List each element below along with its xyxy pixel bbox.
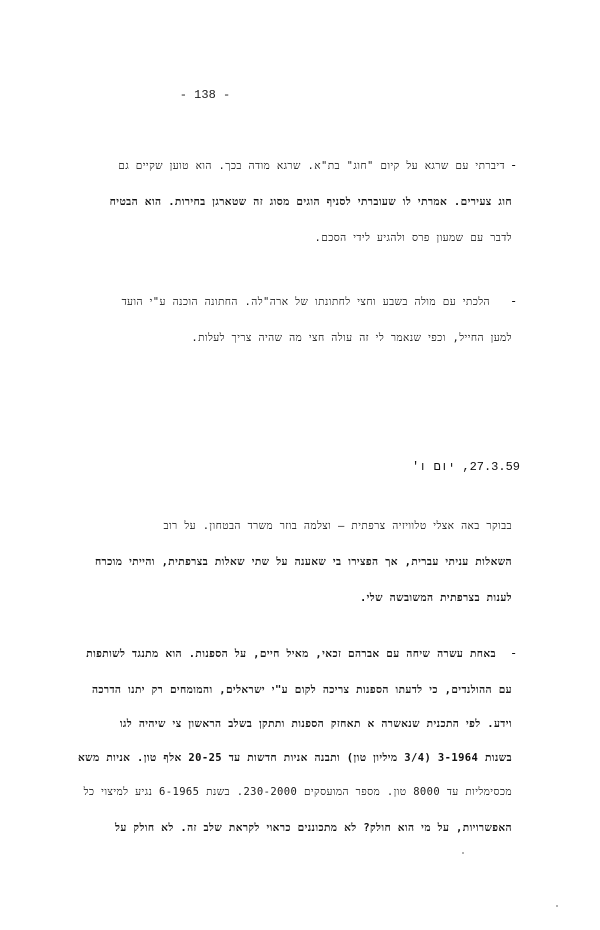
paragraph-4-line-6: האפשרויות, על מי הוא חולק? לא מתכוננים כראוי לקראת שלב זה. לא חולק על	[115, 822, 512, 834]
paragraph-1-line-1: דיברתי עם שרגא על קיום "חוג" בת"א. שרגא מודה בכך. הוא טוען שקיים גם	[118, 160, 505, 172]
paragraph-1-line-3: לדבר עם שמעון פרס ולהגיע לידי הסכם.	[314, 232, 512, 244]
paragraph-4-line-5: מכסימליות עד 8000 טון. מספר המועסקים 230-2000. בשנת 6-1965 נגיע למיצוי כל	[83, 786, 512, 798]
scan-speck	[462, 852, 464, 854]
paragraph-4-line-4: בשנות 3-1964 (3/4 מיליון טון) ותבנה אניות חדשות עד 20-25 אלף טון. אניות משא	[78, 752, 512, 764]
paragraph-2-line-1: הלכתי עם מולה בשבע וחצי לחתונתו של ארה"לה. החתונה הוכנה ע"י הועד	[121, 296, 490, 308]
diary-date: 27.3.59, יום ו'	[411, 460, 520, 474]
paragraph-3-line-3: לענות בצרפתית המשובשה שלי.	[359, 592, 512, 604]
paragraph-3-line-2: השאלות עניתי עברית, אך הפצירו בי שאענה על שתי שאלות בצרפתית, והייתי מוכרח	[94, 556, 512, 568]
paragraph-4-line-3: וידע. לפי התכנית שנאשרה א תאחזק הספנות ותתקן בשלב הראשון צי שיהיה לגו	[119, 718, 512, 730]
page-number: - 138 -	[179, 88, 231, 102]
paragraph-dash: -	[510, 294, 518, 308]
paragraph-1-line-2: חוג צעירים. אמרתי לו שעוברתי לסניף הוגים מסוג זה שטארגן בחירות. הוא הבטיח	[109, 196, 512, 208]
paragraph-2-line-2: למען החייל, וכפי שנאמר לי זה עולה חצי מה שהיה צריך לעלות.	[191, 332, 512, 344]
paragraph-dash: -	[510, 646, 518, 660]
paragraph-4-line-2: עם ההולנדים, כי לדעתו הספנות צריכה לקום ע"י ישראלים, והמומחים רק יתנו הדרכה	[91, 684, 512, 696]
scan-speck	[556, 905, 558, 907]
paragraph-dash: -	[510, 158, 518, 172]
paragraph-3-line-1: בבוקר באה אצלי טלוויזיה צרפתית – וצלמה בוזר משרד הבטחון. על רוב	[163, 520, 512, 532]
paragraph-4-line-1: באחת עשרה שיחה עם אברהם זכאי, מאיל חיים, על הספנות. הוא מתנגד לשותפות	[86, 648, 496, 660]
